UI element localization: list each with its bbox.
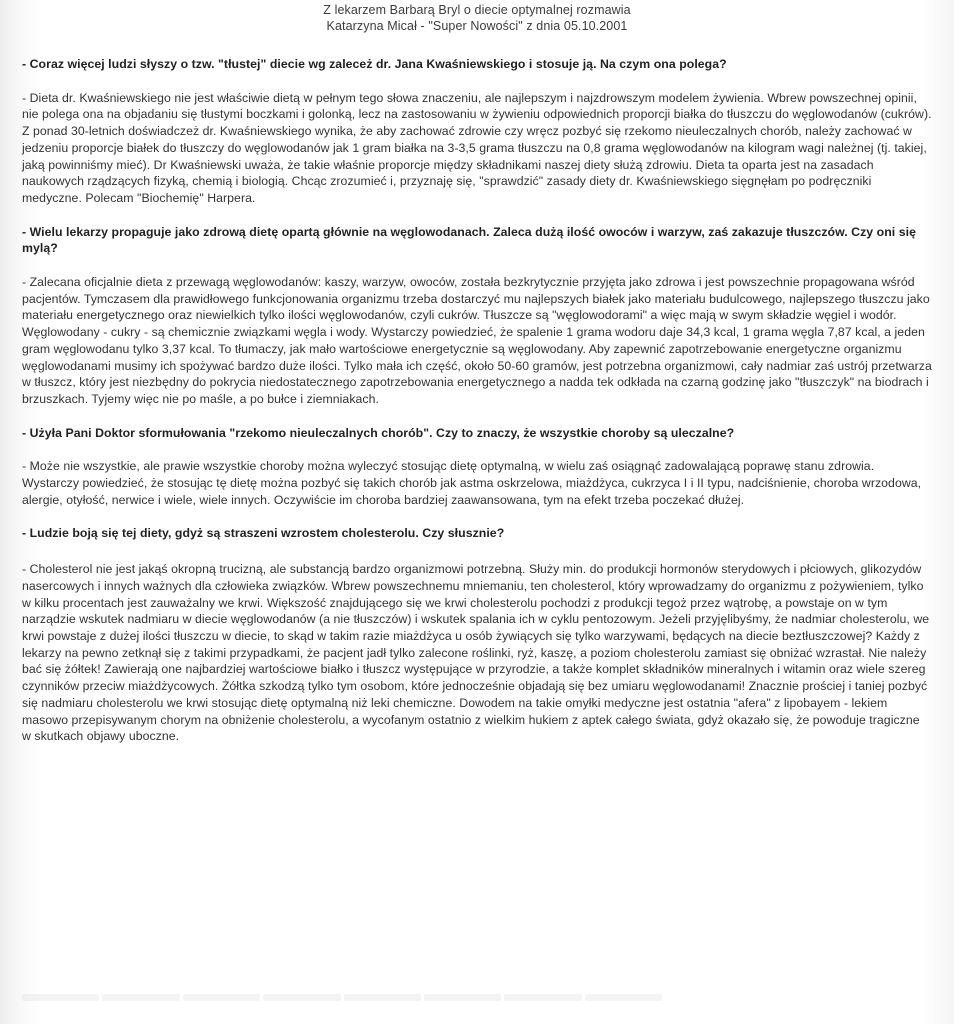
- answer-2: - Zalecana oficjalnie dieta z przewagą węglowodanów: kaszy, warzyw, owoców, została bezkrytycznie przyjęta jako zdrowa i jest powszechnie propagowana wśród pacjentów. Tymczasem dla prawidłowego funkcjonowania organizmu trzeba dostarczyć mu najlepszych białek jako materiału budulcowego, najlepszego tłuszczu jako materiału energetycznego oraz niewielkich tylko ilości węglowodanów, czyli cukrów. Tłuszcze są "węglowodorami" a więc mają w swym składzie węgiel i wodór. Węglowodany - cukry - są chemicznie związkami węgla i wody. Wystarczy powiedzieć, że spalenie 1 grama wodoru daje 34,3 kcal, 1 grama węgla 7,87 kcal, a jeden gram węglowodanu tylko 3,37 kcal. To tłumaczy, jak mało wartościowe energetycznie są węglowodany. Aby zapewnić zapotrzebowanie energetyczne organizmu węglowodanami musimy ich spożywać bardzo duże ilości. Tylko mała ich część, około 50-60 gramów, jest potrzebna organizmowi, cały nadmiar zaś ustrój przetwarza w tłuszcz, który jest niezbędny do pokrycia niedostatecznego zapotrzebowania energetycznego a nadda tek odkłada na czarną godzinę jako "tłuszczyk" na biodrach i brzuszkach. Tyjemy więc nie po maśle, a po bułce i ziemniakach.: [22, 275, 932, 406]
- footer-strip-segment: [263, 994, 340, 1001]
- footer-strip-segment: [424, 994, 501, 1001]
- footer-strip-segment: [504, 994, 581, 1001]
- question-1: - Coraz więcej ludzi słyszy o tzw. "tłustej" diecie wg zaleceż dr. Jana Kwaśniewskiego i stosuje ją. Na czym ona polega?: [22, 57, 727, 71]
- question-3: - Użyła Pani Doktor sformułowania "rzekomo nieuleczalnych chorób". Czy to znaczy, że wszystkie choroby są uleczalne?: [22, 425, 735, 440]
- article-header: [22, 0, 932, 34]
- footer-strip-segment: [585, 994, 662, 1001]
- header-source: Katarzyna Micał - "Super Nowości" z dnia 05.10.2001: [326, 19, 628, 33]
- question-2: - Wielu lekarzy propaguje jako zdrową dietę opartą głównie na węglowodanach. Zaleca dużą ilość owoców i warzyw, zaś zakazuje tłuszczów. Czy oni się mylą?: [22, 224, 916, 256]
- footer-strip-segment: [22, 994, 99, 1001]
- answer-1: - Dieta dr. Kwaśniewskiego nie jest właściwie dietą w pełnym tego słowa znaczeniu, ale najlepszym i najzdrowszym modelem żywienia. Wbrew powszechnej opinii, nie polega ona na objadaniu się tłustymi boczkami i golonką, lecz na zastosowaniu w żywieniu odpowiednich proporcji białka do tłuszczu do węglowodanów (cukrów). Z ponad 30-letnich doświadczeż dr. Kwaśniewskiego wynika, że aby zachować zdrowie czy wręcz pozbyć się rzekomo nieuleczalnych chorób, należy zachować w jedzeniu proporcje białek do tłuszczy do węglowodanów jak 1 gram białka na 3-3,5 grama tłuszczu na 0,8 grama węglowodanów na kilogram wagi należnej (tj. takiej, jaką powinniśmy mieć). Dr Kwaśniewski uważa, że takie właśnie proporcje między składnikami naszej diety służą zdrowiu. Dieta ta oparta jest na zasadach naukowych rządzących fizyką, chemią i biologią. Chcąc zrozumieć i, przyznaję się, "sprawdzić" zasady diety dr. Kwaśniewskiego sięgnęłam po podręczniki medyczne. Polecam "Biochemię" Harpera.: [22, 90, 932, 205]
- question-4: - Ludzie boją się tej diety, gdyż są straszeni wzrostem cholesterolu. Czy słusznie?: [22, 526, 505, 541]
- footer-strip-segment: [102, 994, 179, 1001]
- header-title: Z lekarzem Barbarą Bryl o diecie optymalnej rozmawia: [323, 3, 631, 17]
- faded-footer-strip: [22, 990, 662, 1004]
- answer-3: - Może nie wszystkie, ale prawie wszystkie choroby można wyleczyć stosując dietę optymalną, w wielu zaś osiągnąć zadowalającą poprawę stanu zdrowia. Wystarczy powiedzieć, że stosując tę dietę można pozbyć się takich chorób jak astma oskrzelowa, miażdżyca, cukrzyca I i II typu, nadciśnienie, choroba wrzodowa, alergie, otyłość, nerwice i wiele, wiele innych. Oczywiście im choroba bardziej zaawansowana, tym na efekt trzeba poczekać dłużej.: [22, 459, 922, 507]
- answer-4: - Cholesterol nie jest jakąś okropną trucizną, ale substancją bardzo organizmowi potrzebną. Służy min. do produkcji hormonów sterydowych i płciowych, glikozydów nasercowych i innych ważnych dla człowieka związków. Wbrew powszechnemu mniemaniu, ten cholesterol, który wprowadzamy do organizmu z pożywieniem, tylko w kilku procentach jest zauważalny we krwi. Większość znajdującego się we krwi cholesterolu pochodzi z produkcji tegoż przez wątrobę, a powstaje on w tym narządzie wskutek nadmiaru w diecie węglowodanów (a nie tłuszczów) i wskutek spalania ich w cyklu pentozowym. Jeżeli przyjęlibyśmy, że nadmiar cholesterolu, we krwi powstaje z dużej ilości tłuszczu w diecie, to skąd w takim razie miażdżyca u osób żywiących się tylko warzywami, będących na diecie beztłuszczowej? Każdy z lekarzy na pewno zetknął się z takimi przypadkami, że pacjent jadł tylko zalecone roślinki, ryż, kaszę, a poziom cholesterolu zamiast się obniżać wzrastał. Nie należy bać się żółtek! Zawierają one najbardziej wartościowe białko i tłuszcz występujące w przyrodzie, a także komplet składników mineralnych i witamin oraz wiele szereg czynników przeciw miażdżycowych. Żółtka szkodzą tylko tym osobom, które jednocześnie objadają się bez umiaru węglowodanami! Znacznie prościej i taniej pozbyć się nadmiaru cholesterolu we krwi stosując dietę optymalną niż leki chemiczne. Dowodem na takie omyłki medyczne jest ostatnia "afera" z lipobayem - lekiem masowo przepisywanym chorym na obniżenie cholesterolu, a wycofanym ostatnio z wielkim hukiem z aptek całego świata, gdyż okazało się, że powoduje tragiczne w skutkach objawy uboczne.: [22, 562, 930, 744]
- footer-strip-segment: [344, 994, 421, 1001]
- footer-strip-segment: [183, 994, 260, 1001]
